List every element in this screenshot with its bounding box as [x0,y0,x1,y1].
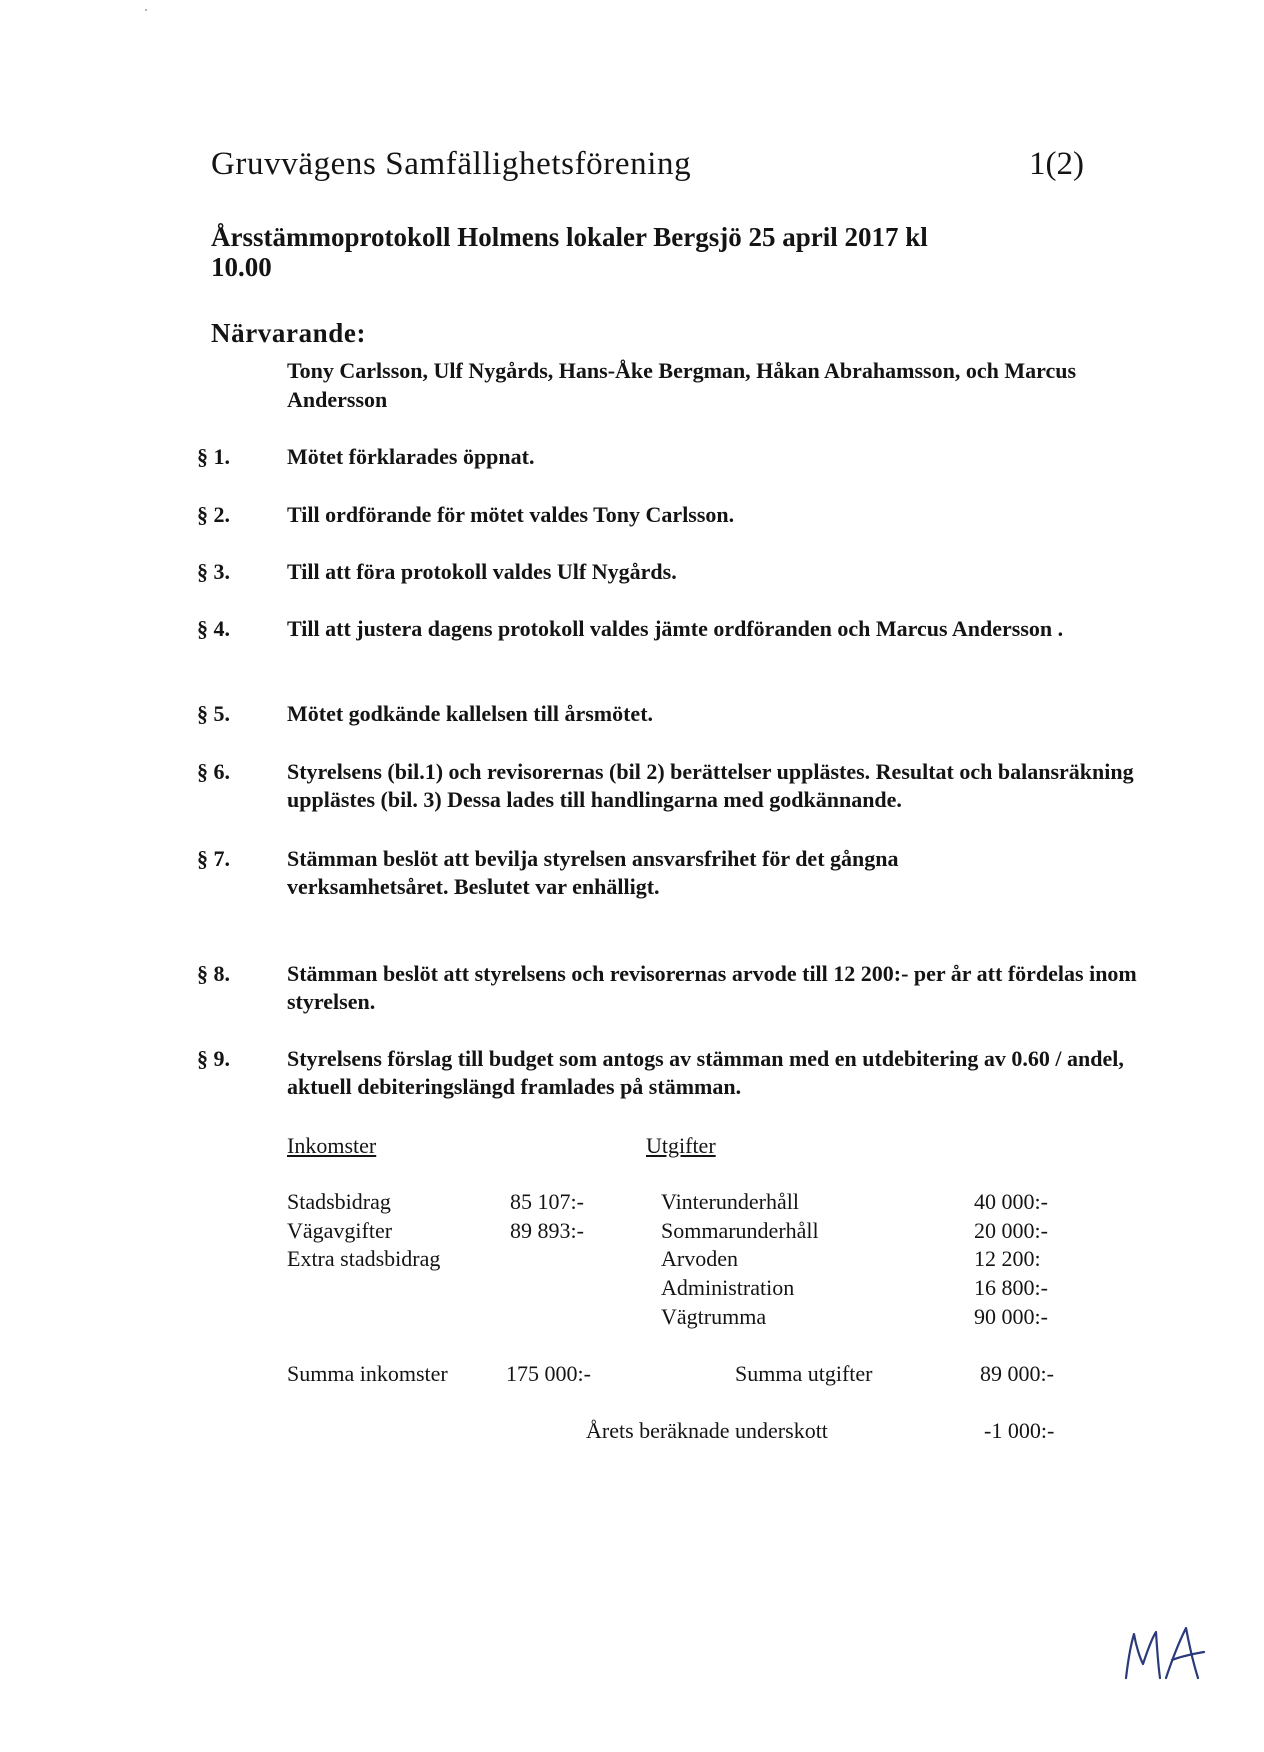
page-number: 1(2) [1029,146,1084,182]
paragraph-text: Styrelsens förslag till budget som antogs av stämman med en utdebitering av 0.60 / andel, aktuell debiteringslängd framlades på stämman. [287,1046,1124,1099]
paragraph-number: § 6. [197,759,230,784]
deficit-label: Årets beräknade underskott [586,1418,828,1443]
scan-speck [145,9,147,11]
paragraph-number: § 3. [197,559,230,584]
paragraph-text: Mötet godkände kallelsen till årsmötet. [287,701,654,726]
organization-title: Gruvvägens Samfällighetsförening [211,146,692,182]
expense-amount: 90 000:- [974,1304,1048,1329]
paragraph-text: Till ordförande för mötet valdes Tony Carlsson. [287,502,735,527]
paragraph-number: § 4. [197,616,230,641]
income-label: Stadsbidrag [287,1189,391,1214]
expense-amount: 20 000:- [974,1218,1048,1243]
total-expense: 89 000:- [980,1361,1054,1386]
paragraph-text: Stämman beslöt att bevilja styrelsen ansvarsfrihet för det gångna verksamhetsåret. Beslutet var enhälligt. [287,846,899,899]
present-names: Tony Carlsson, Ulf Nygårds, Hans-Åke Bergman, Håkan Abrahamsson, och Marcus Andersson [287,358,1077,412]
paragraph-number: § 7. [197,846,230,871]
paragraph-text: Mötet förklarades öppnat. [287,444,535,469]
expense-amount: 40 000:- [974,1189,1048,1214]
paragraph-text: Till att justera dagens protokoll valdes jämte ordföranden och Marcus Andersson . [287,616,1064,641]
paragraph-number: § 1. [197,444,230,469]
expense-header: Utgifter [646,1133,716,1158]
total-expense-label: Summa utgifter [735,1361,873,1386]
income-amount: 85 107:- [510,1189,584,1214]
total-income: 175 000:- [506,1361,591,1386]
paragraph-number: § 8. [197,961,230,986]
income-label: Extra stadsbidrag [287,1246,441,1271]
expense-label: Vägtrumma [661,1304,767,1329]
paragraph-number: § 9. [197,1046,230,1071]
expense-label: Vinterunderhåll [661,1189,799,1214]
income-header: Inkomster [287,1133,377,1158]
protocol-title: Årsstämmoprotokoll Holmens lokaler Bergsjö 25 april 2017 kl 10.00 [211,222,928,282]
deficit-amount: -1 000:- [984,1418,1055,1443]
paragraph-number: § 2. [197,502,230,527]
expense-amount: 12 200: [974,1246,1041,1271]
expense-amount: 16 800:- [974,1275,1048,1300]
expense-label: Administration [661,1275,795,1300]
income-label: Vägavgifter [287,1218,393,1243]
total-income-label: Summa inkomster [287,1361,448,1386]
paragraph-number: § 5. [197,701,230,726]
handwritten-initials-signature [1116,1616,1206,1686]
paragraph-text: Till att föra protokoll valdes Ulf Nygårds. [287,559,677,584]
income-amount: 89 893:- [510,1218,584,1243]
expense-label: Sommarunderhåll [661,1218,819,1243]
paragraph-text: Styrelsens (bil.1) och revisorernas (bil 2) berättelser upplästes. Resultat och balansräkning upplästes (bil. 3) Dessa lades till handlingarna med godkännande. [287,759,1134,812]
expense-label: Arvoden [661,1246,738,1271]
paragraph-text: Stämman beslöt att styrelsens och revisorernas arvode till 12 200:- per år att fördelas inom styrelsen. [287,961,1137,1014]
present-label: Närvarande: [211,318,367,348]
